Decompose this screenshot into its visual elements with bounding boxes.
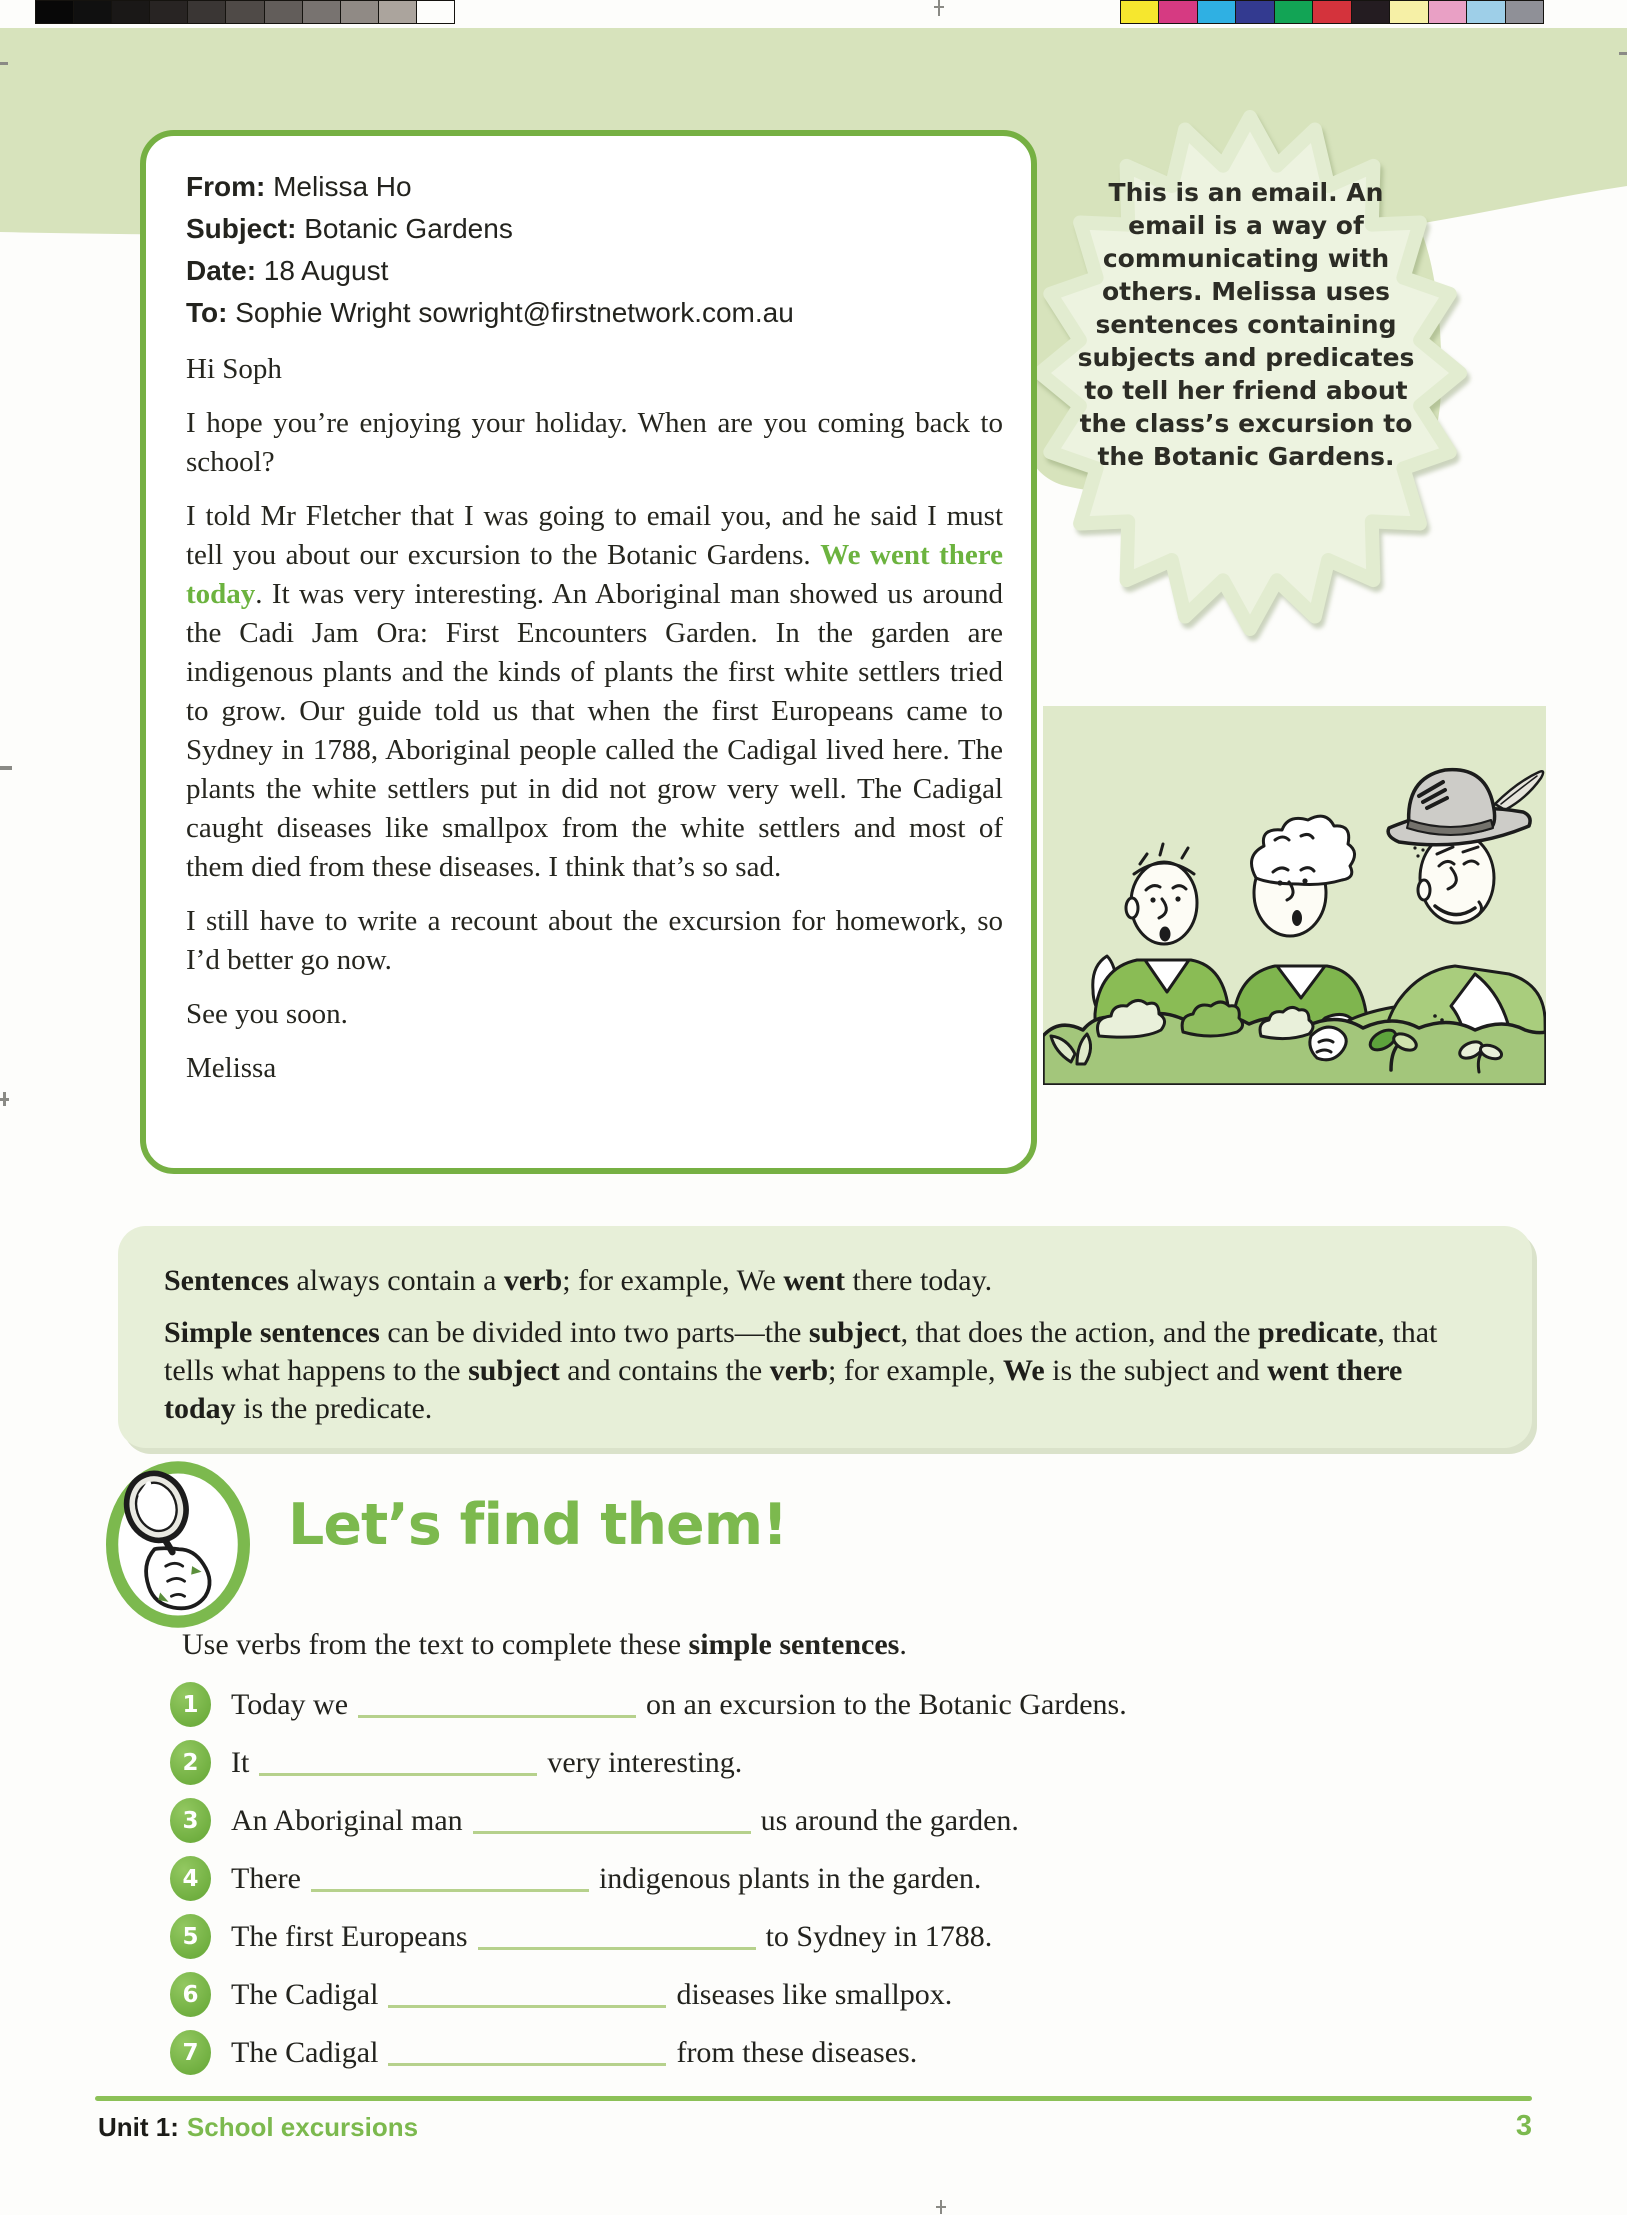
footer-unit: [98, 2112, 418, 2143]
sentence-start: The Cadigal: [231, 2035, 379, 2069]
email-header-date: [186, 250, 1003, 292]
email-paragraph: I hope you’re enjoying your holiday. When are you coming back to school?: [186, 407, 1003, 478]
answer-blank[interactable]: [311, 1863, 589, 1892]
answer-blank[interactable]: [358, 1689, 636, 1718]
sentence-start: The Cadigal: [231, 1977, 379, 2011]
exercise-item: [170, 1972, 1490, 2017]
email-signature: Melissa: [186, 1052, 277, 1084]
sentence-start: Today we: [231, 1687, 349, 1721]
item-number-badge: 5: [170, 1914, 211, 1959]
email-header-label: To:: [186, 297, 228, 328]
email-explanation-callout: This is an email. An email is a way of communicating with others. Melissa uses sentences containing subjects and predicates to tell her friend about the class’s excursion to the Botanic Gardens.: [1077, 178, 1415, 471]
garden-illustration: [1043, 706, 1546, 1085]
email-header-label: Date:: [186, 255, 257, 286]
email-paragraph: I still have to write a recount about the excursion for homework, so I’d better go now.: [186, 905, 1003, 976]
magnifying-glass-icon: [98, 1452, 258, 1637]
color-calibration-bar: [1120, 0, 1544, 24]
sentence-start: The first Europeans: [231, 1919, 468, 1953]
email-header-value: Melissa Ho: [273, 171, 412, 202]
answer-blank[interactable]: [478, 1921, 756, 1950]
exercise-item: [170, 1856, 1490, 1901]
sentence-end: from these diseases.: [676, 2035, 918, 2069]
answer-blank[interactable]: [388, 1979, 666, 2008]
sentence-start: There: [231, 1861, 301, 1895]
email-greeting: Hi Soph: [186, 353, 282, 385]
email-header-subject: [186, 208, 1003, 250]
email-header-to: [186, 292, 1003, 334]
email-header-label: Subject:: [186, 213, 297, 244]
sentence-end: on an excursion to the Botanic Gardens.: [646, 1687, 1127, 1721]
item-number-badge: 1: [170, 1682, 211, 1727]
email-header-value: Sophie Wright sowright@firstnetwork.com.au: [235, 297, 794, 328]
sentence-end: very interesting.: [547, 1745, 743, 1779]
email-header-value: Botanic Gardens: [304, 213, 513, 244]
info-paragraph: Sentences always contain a verb; for example, We went there today.: [164, 1264, 993, 1297]
answer-blank[interactable]: [259, 1747, 537, 1776]
exercise-list: [170, 1682, 1490, 2088]
email-message-box: [140, 130, 1037, 1174]
footer-unit-title: School excursions: [186, 2112, 419, 2142]
answer-blank[interactable]: [388, 2037, 666, 2066]
activity-instruction: Use verbs from the text to complete these simple sentences.: [182, 1628, 907, 1661]
item-number-badge: 3: [170, 1798, 211, 1843]
email-header-from: [186, 166, 1003, 208]
sentence-end: indigenous plants in the garden.: [598, 1861, 982, 1895]
sentence-end: us around the garden.: [760, 1803, 1019, 1837]
exercise-item: [170, 1914, 1490, 1959]
answer-blank[interactable]: [473, 1805, 751, 1834]
sentence-start: It: [231, 1745, 250, 1779]
item-number-badge: 7: [170, 2030, 211, 2075]
email-closing: See you soon.: [186, 998, 348, 1030]
registration-mark: [3, 1092, 6, 1106]
registration-mark: [934, 6, 944, 8]
activity-title: Let’s find them!: [288, 1492, 788, 1558]
footer-unit-label: Unit 1:: [98, 2112, 179, 2142]
item-number-badge: 4: [170, 1856, 211, 1901]
footer-rule: [95, 2096, 1532, 2101]
exercise-item: [170, 1798, 1490, 1843]
registration-mark: [0, 766, 12, 770]
sentence-end: diseases like smallpox.: [676, 1977, 953, 2011]
registration-mark: [1619, 52, 1627, 55]
registration-mark: [938, 0, 940, 16]
exercise-item: [170, 1682, 1490, 1727]
exercise-item: [170, 1740, 1490, 1785]
grammar-info-box: [118, 1226, 1532, 1448]
registration-mark: [936, 2206, 946, 2208]
item-number-badge: 6: [170, 1972, 211, 2017]
exercise-item: [170, 2030, 1490, 2075]
registration-mark: [0, 62, 8, 65]
sentence-end: to Sydney in 1788.: [765, 1919, 993, 1953]
sentence-start: An Aboriginal man: [231, 1803, 463, 1837]
info-paragraph: Simple sentences can be divided into two parts—the subject, that does the action, and the predicate, that tells what happens to the subject and contains the verb; for example, We is the subject and went there today is the predicate.: [164, 1316, 1438, 1425]
item-number-badge: 2: [170, 1740, 211, 1785]
page-number: 3: [1515, 2110, 1532, 2142]
grayscale-calibration-bar: [35, 0, 455, 24]
email-header-label: From:: [186, 171, 266, 202]
email-header-value: 18 August: [263, 255, 389, 286]
email-paragraph: I told Mr Fletcher that I was going to email you, and he said I must tell you about our excursion to the Botanic Gardens. We went there today. It was very interesting. An Aboriginal man showed us around the Cadi Jam Ora: First Encounters Garden. In the garden are indigenous plants and the kinds of plants the first white settlers tried to grow. Our guide told us that when the first Europeans came to Sydney in 1788, Aboriginal people called the Cadigal lived here. The plants the white settlers put in did not grow very well. The Cadigal caught diseases like smallpox from the white settlers and most of them died from these diseases. I think that’s so sad.: [186, 500, 1004, 883]
